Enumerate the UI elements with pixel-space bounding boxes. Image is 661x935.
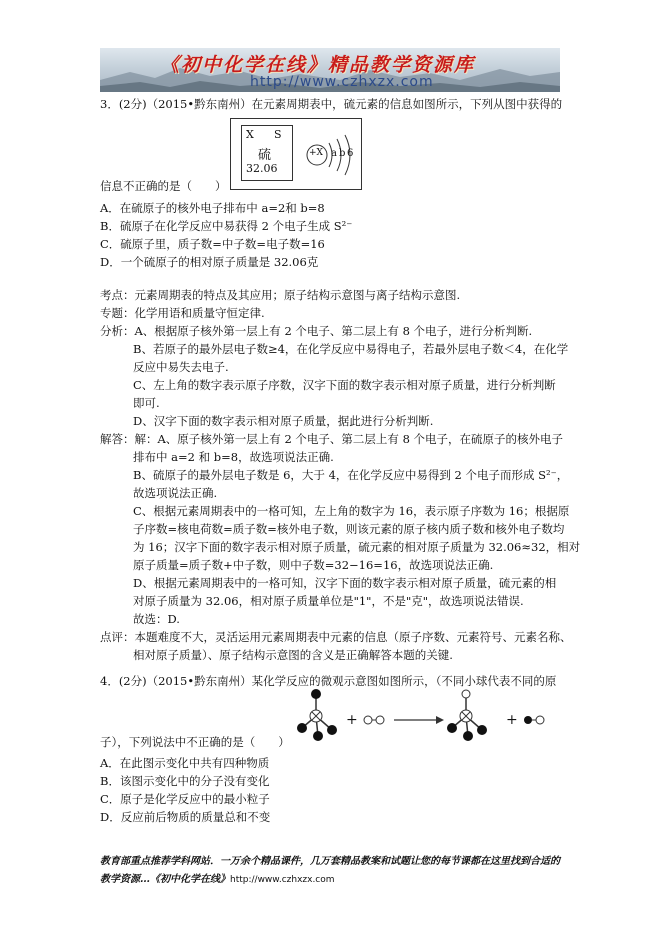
q3-option-d: D．一个硫原子的相对原子质量是 32.06克 [100,255,319,269]
q3-stem-line-2: 信息不正确的是（ ） [100,179,227,193]
q3-analysis-line: B、若原子的最外层电子数≥4，在化学反应中易得电子，若最外层电子数＜4，在化学 [133,342,569,356]
q3-solution-line: 对原子质量为 32.06，相对原子质量单位是"1"，不是"克"，故选项说法错误. [133,594,524,608]
banner-title: 《初中化学在线》精品教学资源库 [160,54,476,76]
q3-solution-line: C、根据元素周期表中的一格可知，左上角的数字为 16，表示原子序数为 16；根据原 [133,504,570,518]
cell-name: 硫 [258,148,272,163]
q3-zhuanti: 专题：化学用语和质量守恒定律. [100,306,265,320]
cell-number: X [246,128,254,141]
q3-option-c: C．硫原子里，质子数=中子数=电子数=16 [100,237,325,251]
q4-option-d: D．反应前后物质的质量总和不变 [100,810,271,824]
q3-solution-line: D、根据元素周期表中的一格可知，汉字下面的数字表示相对原子质量，硫元素的相 [133,576,557,590]
reaction-plus-2: + [506,712,518,728]
q3-solution-line: 为 16；汉字下面的数字表示相对原子质量，硫元素的相对原子质量为 32.06≈32，相对 [133,540,581,554]
banner-url[interactable]: http://www.czhxzx.com [250,74,434,90]
shell-a: a [331,148,337,159]
sulfur-element-figure [230,118,362,190]
cell-symbol: S [274,128,282,141]
footer-line-1: 教育部重点推荐学科网站．一万余个精品课件，几万套精品教案和试题让您的每节课都在这里找到合适的 [100,856,560,867]
q3-option-a: A．在硫原子的核外电子排布中 a=2和 b=8 [100,201,325,215]
q3-solution-line: 子序数=核电荷数=质子数=核外电子数，则该元素的原子核内质子数和核外电子数均 [133,522,565,536]
q4-option-c: C．原子是化学反应中的最小粒子 [100,792,270,806]
q3-solution-line: 解答：解：A、原子核外第一层上有 2 个电子、第二层上有 8 个电子，在硫原子的核外电子 [100,432,564,446]
reaction-plus-1: + [346,712,358,728]
q3-comment-line: 点评：本题难度不大，灵活运用元素周期表中元素的信息（原子序数、元素符号、元素名称、 [100,630,572,644]
q3-solution-line: B、硫原子的最外层电子数是 6，大于 4，在化学反应中易得到 2 个电子而形成 S²⁻， [133,468,569,482]
reaction-micro-diagram [290,686,560,752]
cell-mass: 32.06 [246,162,278,175]
q3-kaodian: 考点：元素周期表的特点及其应用；原子结构示意图与离子结构示意图. [100,288,461,302]
q4-option-a: A．在此图示变化中共有四种物质 [100,756,270,770]
header-banner [100,48,560,92]
q4-option-b: B．该图示变化中的分子没有变化 [100,774,270,788]
q3-solution-line: 排布中 a=2 和 b=8，故选项说法正确. [133,450,334,464]
q4-stem-line-2: 子），下列说法中不正确的是（ ） [100,735,290,749]
q3-solution-line: 故选项说法正确. [133,486,218,500]
q3-answer: 故选：D. [133,612,180,626]
q3-analysis-line: 反应中易失去电子. [133,360,229,374]
q3-analysis-line: D、汉字下面的数字表示相对原子质量，据此进行分析判断. [133,414,434,428]
q3-option-b: B．硫原子在化学反应中易获得 2 个电子生成 S²⁻ [100,219,353,233]
q3-analysis-line: 即可. [133,396,160,410]
q3-analysis-line: C、左上角的数字表示原子序数，汉字下面的数字表示相对原子质量，进行分析判断 [133,378,556,392]
nucleus-label: +X [309,148,323,158]
periodic-table-cell [241,125,293,181]
q3-solution-line: 原子质量=质子数+中子数，则中子数=32−16=16，故选项说法正确. [133,558,494,572]
q4-stem-line-1: 4．(2分)（2015•黔东南州）某化学反应的微观示意图如图所示，（不同小球代表不同的原 [100,674,557,688]
footer-url[interactable]: http://www.czhxzx.com [230,875,335,885]
shell-6: 6 [347,148,354,159]
footer-text: 教学资源…《初中化学在线》 [100,874,230,885]
q3-comment-line: 相对原子质量）、原子结构示意图的含义是正确解答本题的关键. [133,648,453,662]
shell-b: b [339,148,346,159]
q3-analysis-line: 分析：A、根据原子核外第一层上有 2 个电子、第二层上有 8 个电子，进行分析判断. [100,324,533,338]
footer-line-2 [100,870,335,885]
q3-stem-line-1: 3．(2分)（2015•黔东南州）在元素周期表中，硫元素的信息如图所示，下列从图中获得的 [100,97,563,111]
